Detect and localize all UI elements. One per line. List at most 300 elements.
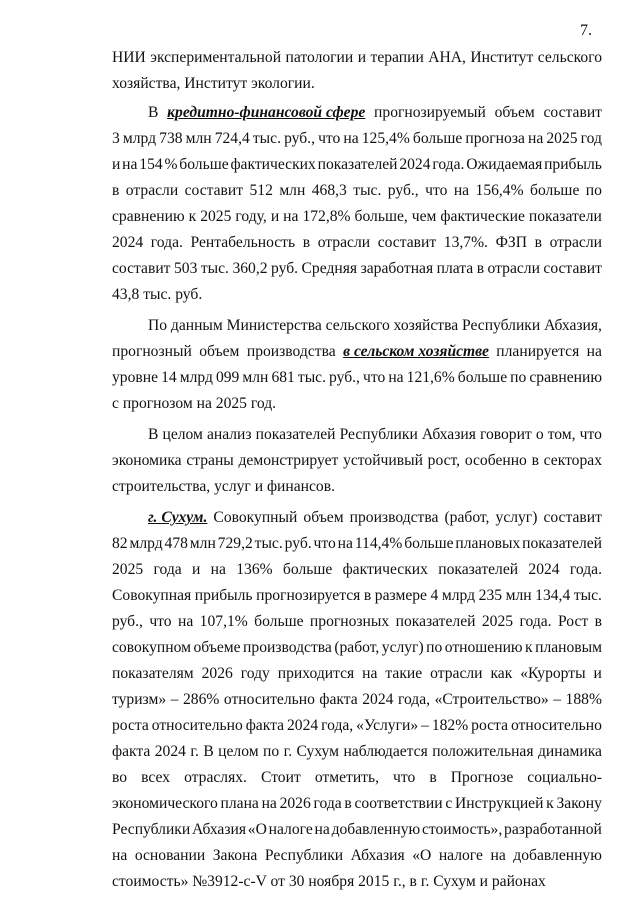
word: Министерства: [226, 317, 322, 334]
word: 114,4%: [354, 535, 403, 552]
word: составит: [543, 104, 602, 121]
word: млн: [189, 535, 216, 552]
word: прогнозируется: [256, 587, 361, 604]
text-segment: хозяйства, Институт экологии.: [112, 75, 315, 92]
word: По: [148, 317, 168, 334]
word: году,: [235, 208, 267, 225]
word: на: [177, 613, 194, 630]
word: млн: [505, 587, 532, 604]
word: 681: [271, 369, 295, 386]
word: в: [302, 234, 311, 251]
word: объеме: [193, 639, 241, 656]
text-line: [112, 342, 602, 362]
word: целом: [162, 426, 203, 443]
word: руб.,: [387, 182, 419, 199]
word: экономика: [112, 452, 182, 469]
word: на: [112, 847, 128, 864]
text-line: [112, 638, 602, 658]
word: всех: [141, 769, 171, 786]
word: Рост: [557, 613, 589, 630]
word: больше: [254, 613, 304, 630]
word: и: [192, 561, 201, 578]
word: на: [527, 130, 544, 147]
word: показателей: [522, 535, 602, 552]
word: прогноза: [465, 130, 525, 147]
text-line: [112, 768, 602, 788]
word: совокупном: [112, 639, 191, 656]
text-line: [112, 368, 602, 388]
word: –: [170, 691, 179, 708]
word: года.: [150, 234, 183, 251]
word: Ожидаемая: [466, 156, 543, 173]
text-line: [112, 181, 602, 201]
word: 14: [161, 369, 177, 386]
word: года.: [432, 156, 465, 173]
text-line: [112, 872, 602, 892]
text-line: [148, 425, 602, 445]
word: динамика: [537, 743, 602, 760]
word: к: [546, 795, 554, 812]
word: тыс.: [353, 182, 382, 199]
word: 188%: [565, 691, 602, 708]
word: положительная: [432, 743, 534, 760]
word: добавленную: [331, 821, 421, 838]
word: года.: [519, 613, 552, 630]
word: 156,4%: [475, 182, 524, 199]
word: прогнозных: [309, 613, 390, 630]
word: Абхазия: [192, 821, 247, 838]
word: размере: [374, 587, 427, 604]
word: «Услуги»: [356, 717, 419, 734]
word: год: [580, 130, 602, 147]
text-segment: стоимость» №3912-с-V от 30 ноября 2015 г., в г. Сухум и районах: [112, 873, 546, 890]
word: показателям: [112, 665, 194, 682]
word: 154: [139, 156, 163, 173]
text-line: [112, 846, 602, 866]
word: основании: [134, 847, 206, 864]
word: Сухум: [296, 743, 340, 760]
word: Республики: [264, 847, 344, 864]
emphasized-heading: г. Сухум.: [148, 509, 208, 526]
text-line: [112, 129, 602, 149]
word: 478: [164, 535, 188, 552]
word: отраслях.: [184, 769, 247, 786]
word: 503: [173, 260, 198, 277]
word: и: [112, 156, 121, 173]
word: 172,8%: [302, 208, 351, 225]
word: на: [586, 343, 602, 360]
word: больше: [412, 130, 463, 147]
word: показатели: [528, 208, 602, 225]
word: 125,4%: [361, 130, 410, 147]
word: 729,2: [217, 535, 253, 552]
text-segment: 43,8 тыс. руб.: [112, 286, 203, 303]
text-line: [112, 820, 602, 840]
word: приходится: [277, 665, 355, 682]
word: Республики: [339, 426, 418, 443]
word: составит: [377, 234, 437, 251]
word: объем: [494, 104, 535, 121]
word: экономического: [112, 795, 218, 812]
word: и: [270, 208, 280, 225]
word: по: [585, 182, 602, 199]
word: фактические: [440, 208, 525, 225]
word: составит: [543, 260, 602, 277]
word: отрасли: [487, 260, 540, 277]
word: на: [337, 535, 353, 552]
word: в: [594, 613, 602, 630]
word: целом: [218, 743, 259, 760]
word: 512: [249, 182, 273, 199]
word: что: [393, 769, 416, 786]
word: В: [148, 426, 159, 443]
word: в: [531, 452, 539, 469]
word: года: [313, 795, 342, 812]
word: особенно: [464, 452, 527, 469]
word: тыс.: [573, 587, 602, 604]
word: экспериментальной: [150, 49, 282, 66]
word: отметить,: [314, 769, 379, 786]
word: 82: [112, 535, 128, 552]
word: патологии: [285, 49, 354, 66]
word: на: [362, 665, 378, 682]
word: 2025: [112, 561, 144, 578]
word: составит: [112, 260, 171, 277]
word: –: [421, 717, 429, 734]
word: «О: [412, 847, 432, 864]
word: 099: [215, 369, 240, 386]
text-line: [112, 586, 602, 606]
word: года: [153, 561, 182, 578]
word: руб.,: [329, 369, 360, 386]
word: уровне: [112, 369, 159, 386]
text-line: [112, 742, 602, 762]
word: %: [164, 156, 178, 173]
word: плана: [220, 795, 259, 812]
word: отрасли: [549, 234, 602, 251]
text-segment: с прогнозом на 2025 год.: [112, 395, 277, 412]
word: «Строительство»: [434, 691, 549, 708]
text-line: [148, 316, 602, 336]
word: 13,7%.: [443, 234, 488, 251]
word: производства: [246, 343, 336, 360]
word: Средняя: [301, 260, 358, 277]
word: 360,2: [232, 260, 268, 277]
word: года,: [321, 717, 354, 734]
word: 2024: [286, 717, 319, 734]
word: 2026: [201, 665, 233, 682]
word: отрасли: [317, 234, 371, 251]
word: сельского: [325, 317, 390, 334]
text-line: [112, 690, 602, 710]
emphasized-heading: кредитно-финансовой сфере: [167, 104, 366, 121]
word: налоге: [268, 821, 313, 838]
word: тыс.: [252, 130, 281, 147]
word: на: [122, 156, 138, 173]
word: Стоит: [261, 769, 301, 786]
word: роста: [112, 717, 149, 734]
word: млрд: [122, 130, 157, 147]
word: Совокупная: [112, 587, 192, 604]
word: ФЗП: [495, 234, 527, 251]
emphasized-heading: в сельском хозяйстве: [343, 343, 489, 360]
word: «Курорты: [520, 665, 586, 682]
text-line: [112, 259, 602, 279]
word: 2025: [481, 613, 514, 630]
word: производства: [243, 639, 332, 656]
word: 136%: [236, 561, 273, 578]
word: 134,4: [535, 587, 571, 604]
word: и: [593, 665, 602, 682]
word: «О: [247, 821, 267, 838]
text-line: [112, 560, 602, 580]
word: прибыль: [194, 587, 253, 604]
text-line: [112, 394, 602, 414]
word: руб.,: [284, 130, 315, 147]
word: на: [343, 130, 359, 147]
word: чем: [411, 208, 437, 225]
word: 2024: [399, 156, 431, 173]
word: 2025: [200, 208, 232, 225]
text-line: [112, 612, 602, 632]
word: тыс.: [200, 260, 229, 277]
word: социально-: [527, 769, 602, 786]
word: с: [445, 795, 453, 812]
word: составит: [543, 509, 602, 526]
word: 2024: [362, 691, 394, 708]
word: 121,6%: [406, 369, 455, 386]
word: на: [490, 847, 506, 864]
word: факта: [245, 717, 285, 734]
word: 2024: [528, 561, 560, 578]
word: на: [453, 182, 470, 199]
word: туризм»: [112, 691, 167, 708]
word: что: [318, 130, 341, 147]
word: на: [388, 369, 404, 386]
word: Республики: [112, 821, 191, 838]
word: отрасли: [125, 182, 179, 199]
word: 2025: [546, 130, 578, 147]
word: года.: [569, 561, 602, 578]
word: в: [476, 260, 485, 277]
text-segment: строительства, услуг и финансов.: [112, 478, 335, 495]
word: соответствии: [354, 795, 443, 812]
word: по: [263, 743, 280, 760]
word: по: [510, 369, 527, 386]
word: налоге: [438, 847, 483, 864]
word: Рентабельность: [190, 234, 296, 251]
word: АНА,: [428, 49, 466, 66]
word: секторах: [543, 452, 602, 469]
word: 468,3: [311, 182, 347, 199]
word: Совокупный: [213, 509, 298, 526]
word: Абхазия: [421, 426, 476, 443]
word: факта: [319, 691, 358, 708]
word: 724,4: [214, 130, 250, 147]
word: относительно: [151, 717, 243, 734]
word: (работ,: [334, 639, 380, 656]
word: страны: [186, 452, 234, 469]
text-line: [112, 207, 602, 227]
word: планируется: [496, 343, 580, 360]
word: на: [283, 208, 299, 225]
word: в: [344, 795, 352, 812]
word: на: [261, 795, 277, 812]
text-line: [112, 534, 602, 554]
text-line: [112, 285, 602, 305]
word: 286%: [182, 691, 220, 708]
word: отрасли: [430, 665, 483, 682]
word: Прогнозе: [450, 769, 514, 786]
text-line: [112, 451, 602, 471]
word: на: [314, 821, 330, 838]
word: 182%: [431, 717, 469, 734]
word: млрд: [129, 535, 163, 552]
word: наблюдается: [343, 743, 428, 760]
word: больше: [404, 535, 454, 552]
word: В: [203, 743, 214, 760]
word: НИИ: [112, 49, 146, 66]
word: демонстрирует: [238, 452, 339, 469]
word: анализ: [206, 426, 252, 443]
word: что: [425, 182, 448, 199]
word: услуг): [495, 509, 538, 526]
word: сравнению: [112, 208, 185, 225]
word: больше: [530, 182, 580, 199]
word: Закона: [212, 847, 258, 864]
word: отношению: [444, 639, 523, 656]
word: тыс.: [297, 369, 326, 386]
word: руб.,: [112, 613, 143, 630]
word: году: [240, 665, 270, 682]
word: 738: [159, 130, 183, 147]
word: на: [210, 561, 226, 578]
word: к: [525, 639, 533, 656]
text-line: [148, 103, 602, 123]
word: 2024: [112, 234, 144, 251]
text-line: [112, 716, 602, 736]
page-number: 7.: [580, 22, 592, 39]
word: Институт: [470, 49, 534, 66]
word: такие: [385, 665, 423, 682]
word: роста: [471, 717, 508, 734]
text-line: [112, 664, 602, 684]
word: г.: [283, 743, 293, 760]
word: –: [553, 691, 562, 708]
word: млрд: [179, 369, 213, 386]
word: сравнению: [529, 369, 602, 386]
word: фактических: [342, 561, 428, 578]
word: фактических: [230, 156, 316, 173]
word: г.: [190, 743, 199, 760]
word: что: [313, 535, 336, 552]
text-segment: В: [148, 104, 159, 121]
word: что: [363, 369, 386, 386]
word: плановым: [535, 639, 602, 656]
word: хозяйства: [393, 317, 459, 334]
word: в: [534, 234, 542, 251]
word: больше: [457, 369, 508, 386]
word: руб.: [284, 535, 312, 552]
word: тыс.: [254, 535, 283, 552]
word: разработанной: [504, 821, 602, 838]
word: устойчивый: [343, 452, 423, 469]
word: прибыль: [544, 156, 602, 173]
word: рост,: [427, 452, 461, 469]
word: услуг): [381, 639, 424, 656]
text-line: [112, 477, 602, 497]
word: млн: [279, 182, 306, 199]
word: объем: [303, 509, 344, 526]
word: относительно: [510, 717, 602, 734]
word: млн: [242, 369, 269, 386]
word: Закону: [556, 795, 602, 812]
text-line: [112, 48, 602, 68]
word: относительно: [223, 691, 315, 708]
text-line: [112, 233, 602, 253]
word: 3: [112, 130, 120, 147]
word: (работ,: [444, 509, 490, 526]
word: стоимость»,: [421, 821, 503, 838]
word: млрд: [441, 587, 476, 604]
word: 2026: [279, 795, 311, 812]
word: Республики: [462, 317, 541, 334]
word: в: [363, 587, 372, 604]
word: показателей: [395, 613, 476, 630]
word: терапии: [370, 49, 424, 66]
word: что: [149, 613, 172, 630]
word: том,: [547, 426, 576, 443]
word: по: [426, 639, 443, 656]
word: 2024: [154, 743, 186, 760]
word: показателей: [317, 156, 398, 173]
word: данным: [170, 317, 223, 334]
text-line: [112, 74, 602, 94]
word: больше,: [354, 208, 408, 225]
word: 4: [430, 587, 439, 604]
word: в: [429, 769, 437, 786]
word: Инструкцией: [454, 795, 544, 812]
word: 235: [478, 587, 503, 604]
word: факта: [112, 743, 151, 760]
word: года,: [397, 691, 431, 708]
word: объем: [199, 343, 240, 360]
word: сельского: [537, 49, 602, 66]
word: говорит: [479, 426, 532, 443]
word: Абхазия,: [544, 317, 602, 334]
word: и: [357, 49, 367, 66]
word: в: [112, 182, 120, 199]
word: млн: [185, 130, 212, 147]
word: составит: [184, 182, 244, 199]
word: 107,1%: [199, 613, 248, 630]
word: что: [579, 426, 602, 443]
text-line: [148, 508, 602, 528]
word: плановых: [455, 535, 521, 552]
word: о: [535, 426, 544, 443]
word: к: [188, 208, 197, 225]
word: Абхазия: [350, 847, 405, 864]
word: руб.: [271, 260, 299, 277]
word: показателей: [438, 561, 519, 578]
word: заработная: [360, 260, 434, 277]
word: во: [112, 769, 128, 786]
word: плата: [436, 260, 474, 277]
word: больше: [179, 156, 229, 173]
word: производства: [349, 509, 439, 526]
word: добавленную: [513, 847, 602, 864]
word: прогнозный: [112, 343, 192, 360]
